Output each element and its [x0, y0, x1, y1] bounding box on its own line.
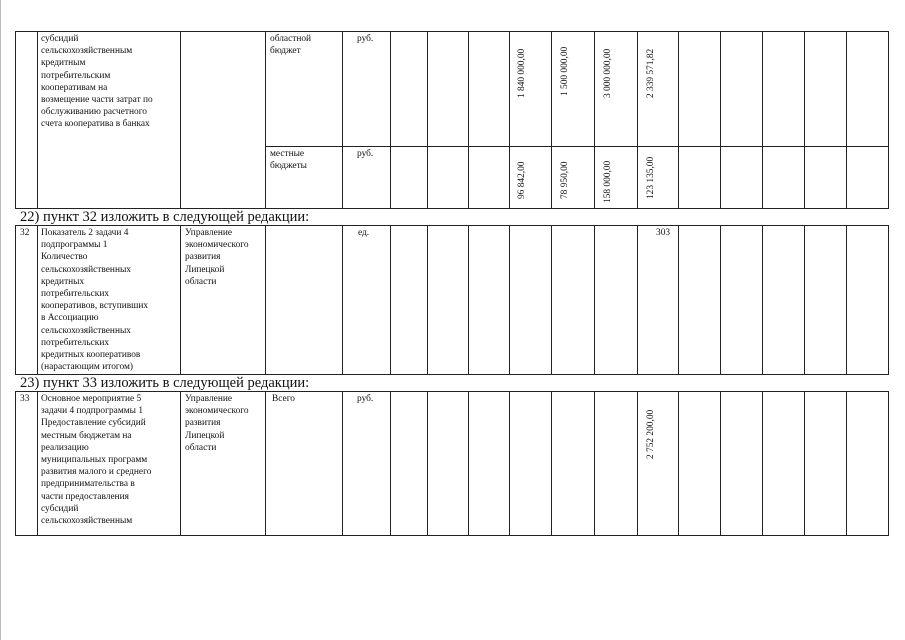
col-line: [637, 225, 638, 375]
col-line: [594, 225, 595, 375]
rule: [15, 391, 889, 392]
unit: руб.: [357, 394, 374, 404]
funding-source: Всего: [272, 394, 295, 404]
unit: ед.: [358, 228, 370, 238]
col-line: [720, 225, 721, 375]
value-cell: 1 500 000,00: [560, 46, 570, 96]
col-line: [678, 225, 679, 375]
col-line: [265, 31, 266, 208]
value-cell: 96 842,00: [517, 161, 527, 199]
executor: Управление экономического развития Липецкой области: [185, 228, 249, 287]
col-line: [804, 225, 805, 375]
measure-name: субсидий сельскохозяйственным кредитным потребительским кооперативам на возмещение части затрат по обслуживанию расчетного счета кооператива в банках: [41, 34, 153, 130]
col-line: [637, 391, 638, 536]
value-cell: 2 752 200,00: [646, 409, 656, 459]
col-line: [846, 391, 847, 536]
rule: [15, 535, 889, 536]
value-cell: 303: [656, 228, 671, 238]
col-line: [15, 225, 16, 375]
col-line: [804, 31, 805, 208]
col-line: [804, 391, 805, 536]
col-line: [37, 225, 38, 375]
row-number: 32: [20, 228, 30, 238]
col-line: [342, 31, 343, 208]
col-line: [678, 391, 679, 536]
col-line: [427, 225, 428, 375]
value-cell: 1 840 000,00: [517, 48, 527, 98]
col-line: [265, 391, 266, 536]
rule: [15, 225, 889, 226]
col-line: [594, 31, 595, 208]
col-line: [342, 225, 343, 375]
col-line: [390, 391, 391, 536]
executor: Управление экономического развития Липецкой области: [185, 394, 249, 453]
col-line: [37, 31, 38, 208]
col-line: [468, 391, 469, 536]
rule: [265, 146, 889, 147]
col-line: [720, 31, 721, 208]
col-line: [846, 31, 847, 208]
col-line: [762, 391, 763, 536]
value-cell: 78 950,00: [560, 161, 570, 199]
col-line: [180, 225, 181, 375]
col-line: [342, 391, 343, 536]
col-line: [551, 31, 552, 208]
col-line: [15, 391, 16, 536]
value-cell: 158 000,00: [603, 160, 613, 203]
value-cell: 3 000 000,00: [603, 48, 613, 98]
unit: руб.: [357, 149, 374, 159]
scan-edge: [0, 0, 1, 640]
col-line: [390, 31, 391, 208]
col-line: [265, 225, 266, 375]
section-heading: 23) пункт 33 изложить в следующей редакции:: [20, 375, 310, 391]
col-line: [509, 391, 510, 536]
col-line: [720, 391, 721, 536]
col-line: [37, 391, 38, 536]
col-line: [888, 391, 889, 536]
col-line: [637, 31, 638, 208]
col-line: [15, 31, 16, 208]
col-line: [678, 31, 679, 208]
value-cell: 123 135,00: [646, 156, 656, 199]
section-heading: 22) пункт 32 изложить в следующей редакции:: [20, 209, 310, 225]
col-line: [509, 225, 510, 375]
row-number: 33: [20, 394, 30, 404]
col-line: [888, 225, 889, 375]
col-line: [427, 31, 428, 208]
col-line: [180, 31, 181, 208]
col-line: [180, 391, 181, 536]
col-line: [762, 225, 763, 375]
col-line: [551, 225, 552, 375]
measure-name: Основное мероприятие 5 задачи 4 подпрограммы 1 Предоставление субсидий местным бюджетам на реализацию муниципальных программ развития малого и среднего предпринимательства в части предоставления субсидий сельскохозяйственным: [41, 394, 152, 527]
col-line: [427, 391, 428, 536]
value-cell: 2 339 571,82: [646, 48, 656, 98]
col-line: [390, 225, 391, 375]
col-line: [551, 391, 552, 536]
col-line: [846, 225, 847, 375]
col-line: [468, 225, 469, 375]
indicator-name: Показатель 2 задачи 4 подпрограммы 1 Количество сельскохозяйственных кредитных потребительских кооперативов, вступивших в Ассоциацию сельскохозяйственных потребительских кредитных кооперативов (нарастающим итогом): [41, 228, 149, 373]
funding-source: областной бюджет: [270, 34, 312, 57]
col-line: [468, 31, 469, 208]
unit: руб.: [357, 34, 374, 44]
col-line: [762, 31, 763, 208]
col-line: [509, 31, 510, 208]
funding-source: местные бюджеты: [270, 149, 307, 172]
col-line: [888, 31, 889, 208]
col-line: [594, 391, 595, 536]
rule: [15, 31, 889, 32]
